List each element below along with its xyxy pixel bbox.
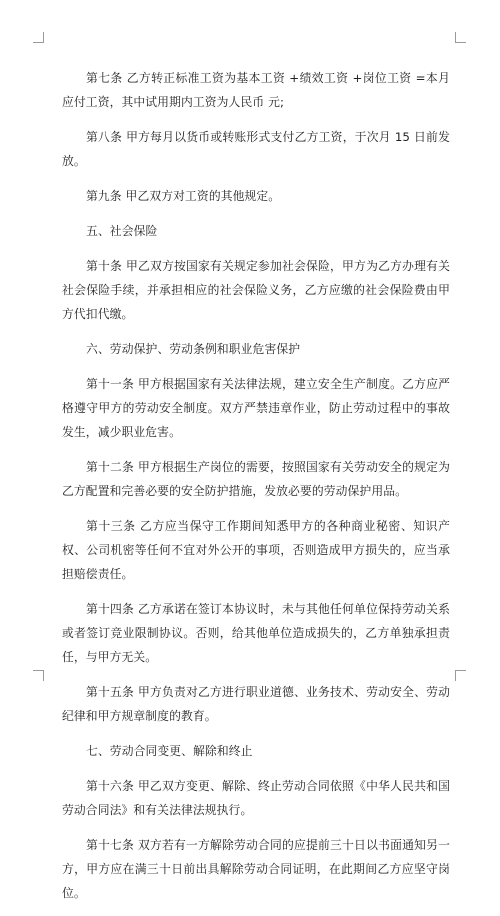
crop-mark-bottom-left [33,670,44,681]
section-heading-labor-protection: 六、劳动保护、劳动条例和职业危害保护 [86,342,301,356]
article-8: 第八条 甲方每月以货币或转账形式支付乙方工资，于次月 15 日前发放。 [62,130,450,168]
crop-mark-top-left [33,32,44,43]
crop-mark-top-right [455,32,466,43]
section-heading-contract-change: 七、劳动合同变更、解除和终止 [86,744,253,758]
article-16: 第十六条 甲乙双方变更、解除、终止劳动合同依照《中华人民共和国劳动合同法》和有关法律法规执行。 [62,779,450,817]
section-heading-social-insurance: 五、社会保险 [86,224,158,238]
article-13: 第十三条 乙方应当保守工作期间知悉甲方的各种商业秘密、知识产权、公司机密等任何不宜对外公开的事项，否则造成甲方损失的，应当承担赔偿责任。 [62,519,450,581]
article-9: 第九条 甲乙双方对工资的其他规定。 [86,189,281,203]
article-15: 第十五条 甲方负责对乙方进行职业道德、业务技术、劳动安全、劳动纪律和甲方规章制度的教育。 [62,685,450,723]
article-11: 第十一条 甲方根据国家有关法律法规，建立安全生产制度。乙方应严格遵守甲方的劳动安全制度。双方严禁违章作业，防止劳动过程中的事故发生，减少职业危害。 [62,377,450,439]
article-12: 第十二条 甲方根据生产岗位的需要，按照国家有关劳动安全的规定为乙方配置和完善必要的安全防护措施，发放必要的劳动保护用品。 [62,460,450,498]
article-17: 第十七条 双方若有一方解除劳动合同的应提前三十日以书面通知另一方，甲方应在满三十日前出具解除劳动合同证明，在此期间乙方应坚守岗位。 [62,838,450,900]
article-14: 第十四条 乙方承诺在签订本协议时，未与其他任何单位保持劳动关系或者签订竞业限制协议。否则，给其他单位造成损失的，乙方单独承担责任，与甲方无关。 [62,602,450,664]
crop-mark-bottom-right [455,670,466,681]
article-7: 第七条 乙方转正标准工资为基本工资 +绩效工资 +岗位工资 =本月应付工资，其中试用期内工资为人民币 元; [62,71,450,109]
document-body [62,66,450,916]
article-10: 第十条 甲乙双方按国家有关规定参加社会保险，甲方为乙方办理有关社会保险手续，并承担相应的社会保险义务，乙方应缴的社会保险费由甲方代扣代缴。 [62,259,450,321]
